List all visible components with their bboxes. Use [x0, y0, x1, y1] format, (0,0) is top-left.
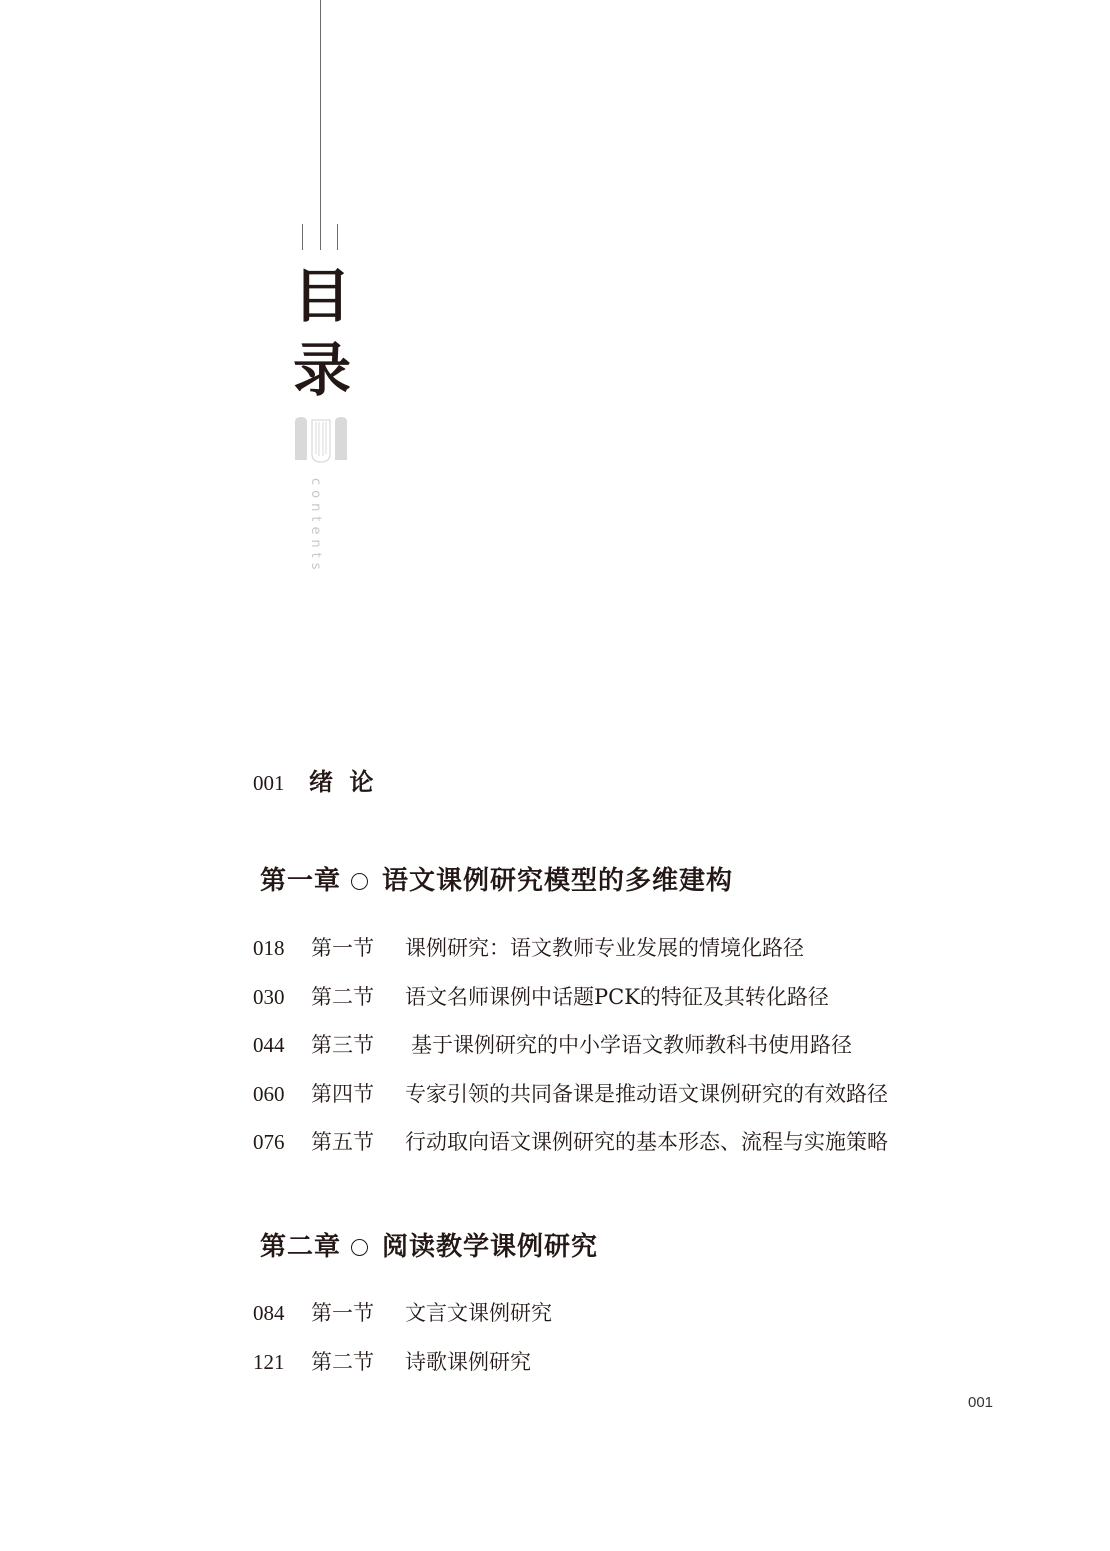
intro-title: 绪 论	[309, 767, 378, 796]
row-section: 第二节	[311, 985, 374, 1009]
row-section: 第一节	[311, 936, 374, 960]
row-title: 语文名师课例中话题PCK的特征及其转化路径	[405, 985, 829, 1009]
row-title: 诗歌课例研究	[405, 1350, 531, 1374]
circle-icon	[351, 873, 368, 890]
row-section: 第五节	[311, 1130, 374, 1154]
row-title: 行动取向语文课例研究的基本形态、流程与实施策略	[405, 1130, 888, 1154]
chapter-1-heading[interactable]	[260, 860, 733, 897]
chapter-2-heading[interactable]	[260, 1226, 598, 1263]
toc-intro[interactable]	[253, 762, 377, 797]
toc-row[interactable]	[253, 932, 804, 962]
toc-row[interactable]	[253, 1297, 552, 1327]
circle-icon	[351, 1239, 368, 1256]
row-section: 第一节	[311, 1301, 374, 1325]
row-page: 044	[253, 1033, 285, 1057]
toc-row[interactable]	[253, 1126, 888, 1156]
toc-row[interactable]	[253, 1029, 852, 1059]
title-char-2: 录	[292, 336, 351, 404]
intro-page: 001	[253, 771, 285, 795]
book-icon	[293, 416, 349, 464]
title-char-1: 目	[292, 262, 351, 330]
toc-row[interactable]	[253, 1346, 531, 1376]
row-page: 018	[253, 936, 285, 960]
decor-short-line-right	[337, 224, 338, 250]
row-page: 060	[253, 1082, 285, 1106]
row-title: 文言文课例研究	[405, 1301, 552, 1325]
page-number: 001	[968, 1394, 994, 1411]
row-section: 第四节	[311, 1082, 374, 1106]
toc-row[interactable]	[253, 981, 829, 1011]
chapter-1-label: 第一章	[260, 866, 342, 896]
row-title: 专家引领的共同备课是推动语文课例研究的有效路径	[405, 1082, 888, 1106]
chapter-2-title: 阅读教学课例研究	[382, 1232, 599, 1262]
row-page: 030	[253, 985, 285, 1009]
row-page: 084	[253, 1301, 285, 1325]
row-section: 第二节	[311, 1350, 374, 1374]
row-page: 076	[253, 1130, 285, 1154]
row-section: 第三节	[311, 1033, 374, 1057]
chapter-2-label: 第二章	[260, 1232, 342, 1262]
contents-subtitle: contents	[308, 478, 323, 575]
decor-long-line	[320, 0, 321, 250]
decor-short-line-left	[302, 224, 303, 250]
row-page: 121	[253, 1350, 285, 1374]
toc-row[interactable]	[253, 1078, 888, 1108]
row-title: 基于课例研究的中小学语文教师教科书使用路径	[411, 1033, 852, 1057]
row-title: 课例研究：语文教师专业发展的情境化路径	[405, 936, 804, 960]
chapter-1-title: 语文课例研究模型的多维建构	[382, 866, 734, 896]
